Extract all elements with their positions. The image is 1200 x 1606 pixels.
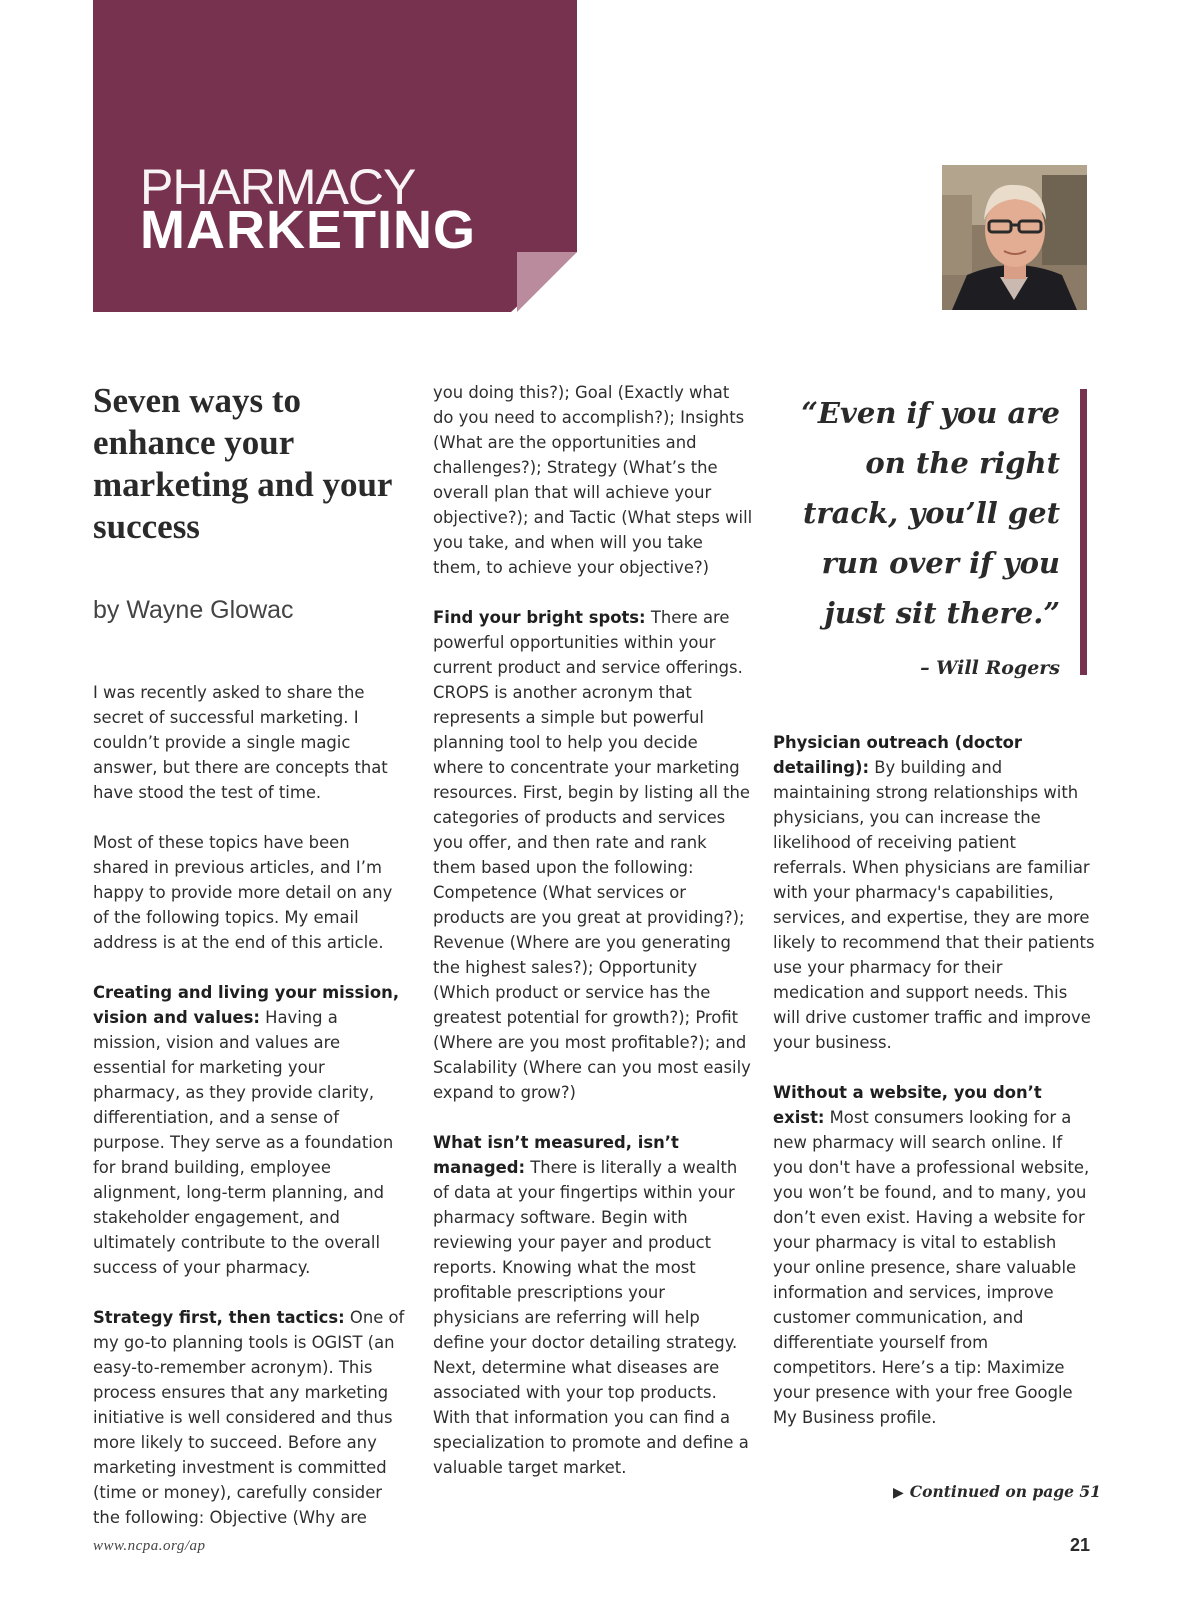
paragraph-body: One of my go-to planning tools is OGIST (an easy-to-remember acronym). This process ensures that any marketing initiative is well considered and thus more likely to succeed. Before any marketing investment is committed (time or money), carefully consider the following: Objective (Why are (93, 1308, 405, 1527)
page-number: 21 (1069, 1535, 1090, 1555)
paragraph (433, 605, 753, 1105)
paragraph-heading: Physician outreach (doctor detailing): (773, 733, 1023, 777)
footer-url[interactable]: www.ncpa.org/ap (93, 1538, 206, 1554)
banner-page-fold (517, 252, 577, 312)
pull-quote: “Even if you are on the right track, you’ll get run over if you just sit there.” (801, 396, 1060, 630)
paragraph-body: Most consumers looking for a new pharmacy will search online. If you don't have a professional website, you won’t be found, and to many, you don’t even exist. Having a website for your pharmacy is vital to establish your online presence, share valuable information and services, improve customer communication, and differentiate yourself from competitors. Here’s a tip: Maximize your presence with your free Google My Business profile. (773, 1108, 1090, 1427)
paragraph-heading: What isn’t measured, isn’t managed: (433, 1133, 679, 1177)
paragraph-body: Having a mission, vision and values are essential for marketing your pharmacy, as they provide clarity, differentiation, and a sense of purpose. They serve as a foundation for brand building, employee alignment, long-term planning, and stakeholder engagement, and ultimately contribute to the overall success of your pharmacy. (93, 1008, 394, 1277)
section-banner (93, 0, 577, 312)
paragraph-heading: Without a website, you don’t exist: (773, 1083, 1042, 1127)
paragraph (773, 730, 1095, 1055)
paragraph (773, 1080, 1095, 1430)
paragraph: Most of these topics have been shared in previous articles, and I’m happy to provide more detail on any of the following topics. My email address is at the end of this article. (93, 833, 393, 952)
article-headline: Seven ways to enhance your marketing and your success (93, 381, 392, 546)
article-byline: by Wayne Glowac (93, 596, 294, 624)
paragraph-heading: Strategy first, then tactics: (93, 1308, 345, 1327)
article-column-3 (773, 730, 1095, 1455)
paragraph-body: By building and maintaining strong relationships with physicians, you can increase the likelihood of receiving patient referrals. When physicians are familiar with your pharmacy's capabilities, services, and expertise, they are more likely to recommend that their patients use your pharmacy for their medication and support needs. This will drive customer traffic and improve your business. (773, 758, 1095, 1052)
article-column-1 (93, 680, 408, 1555)
section-title-line1: PHARMACY (140, 159, 416, 215)
paragraph (433, 1130, 753, 1480)
continued-label: Continued on page 51 (909, 1482, 1101, 1501)
paragraph (93, 980, 408, 1280)
paragraph: you doing this?); Goal (Exactly what do you need to accomplish?); Insights (What are the opportunities and challenges?); Strategy (What’s the overall plan that will achieve your objective?); and Tactic (What steps will you take, and when will you take them, to achieve your objective?) (433, 383, 753, 577)
section-title-line2: MARKETING (140, 200, 476, 260)
paragraph-body: There is literally a wealth of data at your fingertips within your pharmacy software. Begin with reviewing your payer and product reports. Knowing what the most profitable prescriptions your physicians are referring will help define your doctor detailing strategy. Next, determine what diseases are associated with your top products. With that information you can find a specialization to promote and define a valuable target market. (433, 1158, 749, 1477)
paragraph-heading: Creating and living your mission, vision and values: (93, 983, 400, 1027)
play-arrow-icon: ▶ (893, 1485, 904, 1501)
paragraph-heading: Find your bright spots: (433, 608, 646, 627)
paragraph (93, 1305, 408, 1530)
paragraph-body: There are powerful opportunities within your current product and service offerings. CROPS is another acronym that represents a simple but powerful planning tool to help you decide where to concentrate your marketing resources. First, begin by listing all the categories of products and services you offer, and then rate and rank them based upon the following: Competence (What services or products are you great at providing?); Revenue (Where are you generating the highest sales?); Opportunity (Which product or service has the greatest potential for growth?); Profit (Where are you most profitable?); and Scalability (Where can you most easily expand to grow?) (433, 608, 751, 1102)
pull-quote-attribution: – Will Rogers (920, 657, 1060, 679)
continued-link[interactable] (893, 1482, 1101, 1501)
article-column-2 (433, 380, 753, 1505)
paragraph: I was recently asked to share the secret of successful marketing. I couldn’t provide a single magic answer, but there are concepts that have stood the test of time. (93, 683, 388, 802)
author-photo (942, 165, 1087, 310)
pull-quote-accent-bar (1080, 389, 1087, 675)
